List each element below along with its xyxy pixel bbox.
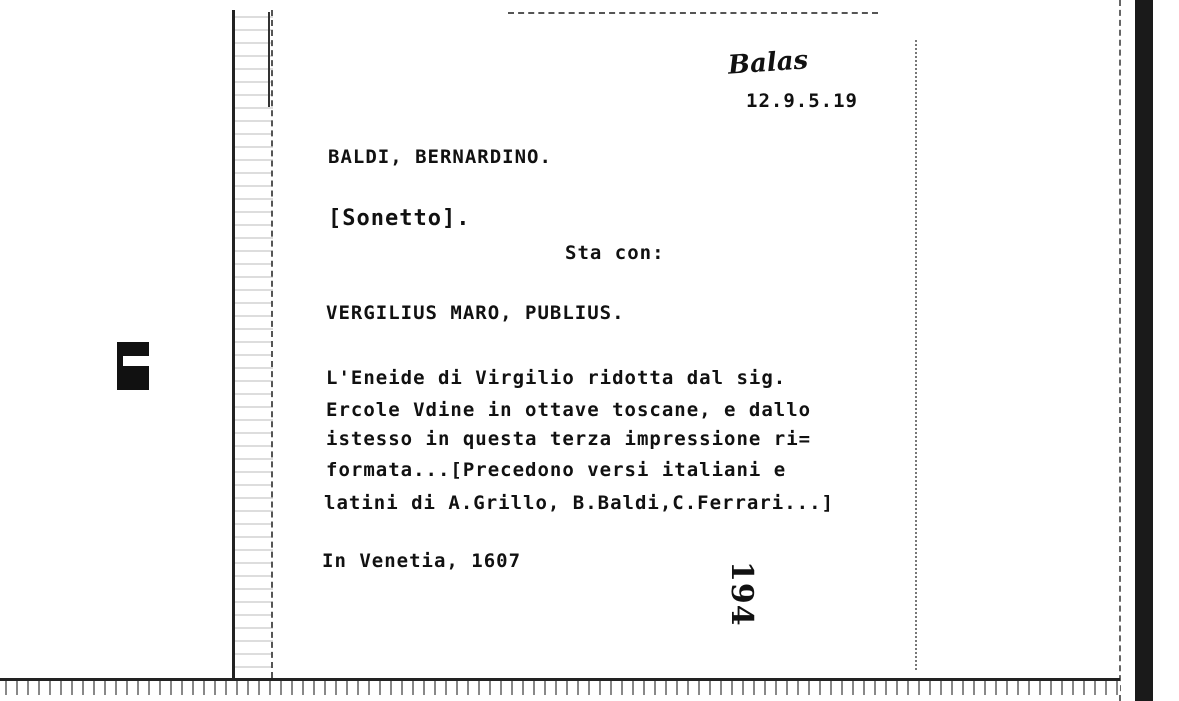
bound-with-label: Sta con:: [565, 242, 665, 264]
shelf-stamp-number: 194: [724, 561, 759, 627]
handwritten-signature: Balas: [727, 45, 810, 81]
card-left-edge: [232, 10, 273, 688]
card-left-edge-inner: [268, 12, 278, 107]
imprint: In Venetia, 1607: [322, 550, 522, 572]
tab-mark-icon: [117, 342, 149, 390]
work-title: [Sonetto].: [328, 206, 471, 231]
description-line: latini di A.Grillo, B.Baldi,C.Ferrari...]: [324, 492, 834, 514]
author-heading: BALDI, BERNARDINO.: [328, 146, 552, 168]
call-number: 12.9.5.19: [746, 90, 858, 112]
description-line: Ercole Vdine in ottave toscane, e dallo: [326, 399, 812, 421]
host-author-heading: VERGILIUS MARO, PUBLIUS.: [326, 302, 625, 324]
card-top-edge: [508, 12, 878, 18]
card-right-edge-thin: [1119, 0, 1127, 701]
card-bottom-edge: [0, 678, 1120, 695]
description-line: L'Eneide di Virgilio ridotta dal sig.: [326, 367, 787, 389]
card-right-edge: [1135, 0, 1153, 701]
shelf-stamp: [724, 546, 795, 627]
description-line: formata...[Precedono versi italiani e: [326, 459, 787, 481]
card-right-dotted-edge: [895, 40, 917, 670]
description-line: istesso in questa terza impressione ri=: [326, 428, 812, 450]
